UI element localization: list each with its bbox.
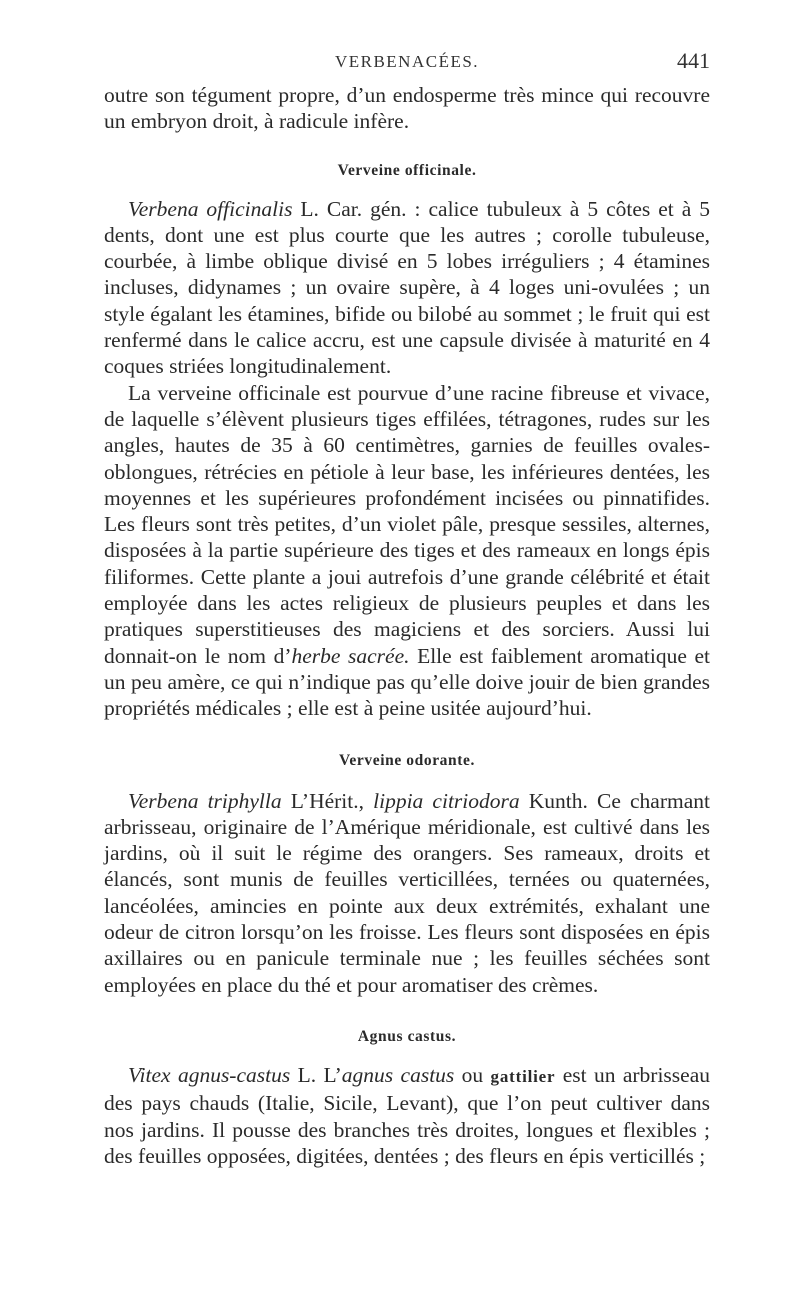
paragraph-text: est un arbrisseau des pays chauds (Italie, Sicile, Levant), que l’on peut cultiver dans nos jardins. Il pousse des branches très droites, longues et flexibles ; des feuilles opposées, digitées, dentées ; des fleurs en épis verticillés ; xyxy=(104,1062,710,1168)
paragraph-text: ou xyxy=(454,1062,491,1087)
bold-term-gattilier: gattilier xyxy=(490,1066,556,1086)
paragraph-verbena-officinalis xyxy=(104,196,710,380)
paragraph-description xyxy=(104,380,710,722)
binomial-verbena-officinalis: Verbena officinalis xyxy=(128,196,293,221)
section-heading-verveine-odorante: Verveine odorante. xyxy=(339,751,475,769)
paragraph-text: Kunth. Ce charmant arbrisseau, originaire de l’Amérique méridionale, est cultivé dans les jardins, où il suit le régime des orangers. Ses rameaux, droits et élancés, sont munis de feuilles verticillées, ternées ou quaternées, lancéolées, amincies en pointe aux deux extrémités, exhalant une odeur de citron lorsqu’on les froisse. Les fleurs sont disposées en épis axillaires ou en panicule terminale nue ; les feuilles séchées sont employées en place du thé et pour aromatiser des crèmes. xyxy=(104,788,711,997)
italic-agnus-castus: agnus castus xyxy=(341,1062,455,1087)
book-page xyxy=(104,48,711,1169)
italic-herbe-sacree: herbe sacrée. xyxy=(291,643,410,668)
running-head xyxy=(104,48,710,82)
section-heading-verveine-officinale: Verveine officinale. xyxy=(337,161,477,179)
binomial-verbena-triphylla: Verbena triphylla xyxy=(128,788,282,813)
paragraph-text: L. Car. gén. : calice tubuleux à 5 côtes et à 5 dents, dont une est plus courte que les autres ; corolle tubuleuse, courbée, à limbe oblique divisé en 5 lobes irréguliers ; 4 étamines incluses, didynames ; un ovaire supère, à 4 loges uni-ovulées ; un style égalant les étamines, bifide ou bilobé au sommet ; le fruit qui est renfermé dans le calice accru, est une capsule divisée à maturité en 4 coques striées longitudinalement. xyxy=(104,196,711,379)
section-heading-agnus-castus: Agnus castus. xyxy=(357,1027,457,1045)
page-number: 441 xyxy=(677,48,710,73)
paragraph-vitex-agnus-castus xyxy=(104,1062,710,1169)
paragraph-text: Elle est faiblement aromatique et un peu amère, ce qui n’indique pas qu’elle doive jouir de bien grandes propriétés médicales ; elle est à peine usitée aujourd’hui. xyxy=(104,643,710,721)
paragraph-text: La verveine officinale est pourvue d’une racine fibreuse et vivace, de laquelle s’élèvent plusieurs tiges effilées, tétragones, rudes sur les angles, hautes de 35 à 60 centimètres, garnies de feuilles ovales-oblongues, rétrécies en pétiole à leur base, les inférieures dentées, les moyennes et les supérieures profondément incisées ou pinnatifides. Les fleurs sont très petites, d’un violet pâle, presque sessiles, alternes, disposées à la partie supérieure des tiges et des rameaux en longs épis filiformes. Cette plante a joui autrefois d’une grande célébrité et était employée dans les actes religieux de plusieurs peuples et dans les pratiques superstitieuses des magiciens et des sorciers. Aussi lui donnait-on le nom d’ xyxy=(104,380,710,668)
binomial-vitex-agnus-castus: Vitex agnus-castus xyxy=(128,1062,291,1087)
authority: L. L’ xyxy=(290,1062,342,1087)
synonym-lippia-citriodora: lippia citriodora xyxy=(373,788,520,813)
intro-paragraph: outre son tégument propre, d’un endosperme très mince qui recouvre un embryon droit, à radicule infère. xyxy=(104,83,710,134)
authority: L’Hérit., xyxy=(281,788,374,813)
running-title: VERBENACÉES. xyxy=(334,52,480,71)
paragraph-verbena-triphylla xyxy=(104,788,710,998)
